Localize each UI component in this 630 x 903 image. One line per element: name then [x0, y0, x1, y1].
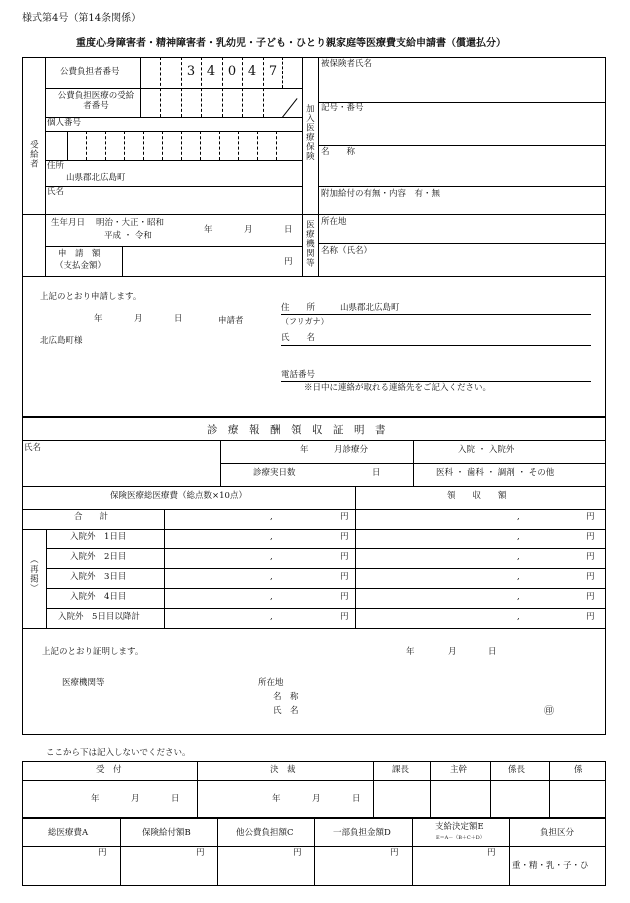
- staff-header: 係: [574, 765, 583, 775]
- amount-yen: 円: [284, 257, 293, 267]
- cert-type-options[interactable]: 医科 ・ 歯科 ・ 調剤 ・ その他: [436, 468, 555, 478]
- row-day4-received-yen: 円: [586, 592, 595, 602]
- institution-label: 医療機関等: [62, 678, 105, 688]
- row-day3-sep: ,: [270, 572, 273, 582]
- medical-location-label: 所在地: [321, 217, 347, 227]
- col-b-yen: 円: [196, 848, 205, 858]
- personal-number-label: 個人番号: [47, 118, 82, 128]
- declaration-month: 月: [134, 314, 143, 324]
- recipient-number-label: 公費負担医療の受給者番号: [57, 91, 135, 111]
- name-label: 氏名: [47, 187, 65, 197]
- row-day2-received-sep: ,: [517, 552, 520, 562]
- furigana-label: （フリガナ）: [281, 317, 329, 326]
- payer-digit-1: 3: [186, 64, 196, 79]
- col-c-yen: 円: [293, 848, 302, 858]
- insurer-name-label: 名 称: [321, 147, 356, 157]
- row-day2-received-yen: 円: [586, 552, 595, 562]
- restated-label: （再掲）: [28, 555, 39, 593]
- col-d-header: 一部負担金額D: [333, 828, 391, 838]
- payer-digit-3: 0: [227, 64, 237, 79]
- row-day4-sep: ,: [270, 592, 273, 602]
- phone-label[interactable]: 電話番号: [281, 370, 316, 380]
- col-a-yen: 円: [98, 848, 107, 858]
- row-day1-received-yen: 円: [586, 532, 595, 542]
- cert-inout-options[interactable]: 入院 ・ 入院外: [458, 445, 515, 455]
- inst-person-label: 氏 名: [273, 706, 299, 716]
- col-e-yen: 円: [487, 848, 496, 858]
- col-e-header: 支給決定額E: [435, 822, 484, 832]
- declaration-day: 日: [174, 314, 183, 324]
- cert-statement: 上記のとおり証明します。: [42, 647, 144, 657]
- payer-digit-5: 7: [268, 64, 278, 79]
- supervisor-header: 主幹: [450, 765, 468, 775]
- medical-section-label: 医療機関等: [304, 220, 315, 268]
- row-total-sep: ,: [270, 512, 273, 522]
- cert-days-label: 診療実日数: [253, 468, 296, 478]
- birth-year: 年: [204, 225, 213, 235]
- seal-mark: ㊞: [544, 706, 554, 717]
- section-chief-header: 課長: [392, 765, 410, 775]
- received-header: 領 収 額: [447, 491, 507, 501]
- reception-month: 月: [131, 794, 140, 804]
- row-day1-sep: ,: [270, 532, 273, 542]
- burden-options[interactable]: 重・精・乳・子・ひ: [512, 861, 589, 871]
- row-day3-yen: 円: [340, 572, 349, 582]
- inst-location-label: 所在地: [258, 678, 284, 688]
- cert-month-label: 年 月診療分: [300, 445, 369, 455]
- insured-name-label: 被保険者氏名: [321, 59, 373, 69]
- row-day1-label: 入院外 1日目: [70, 532, 127, 542]
- row-day1-yen: 円: [340, 532, 349, 542]
- era-options-2[interactable]: 平成 ・ 令和: [104, 231, 152, 241]
- col-e-formula: E＝A－（B＋C＋D）: [436, 835, 485, 841]
- inst-name-label: 名 称: [273, 692, 299, 702]
- decision-month: 月: [312, 794, 321, 804]
- medical-name-label: 名称（氏名）: [321, 246, 373, 256]
- row-day3-received-yen: 円: [586, 572, 595, 582]
- era-options-1[interactable]: 明治・大正・昭和: [96, 218, 165, 228]
- row-day5-yen: 円: [340, 612, 349, 622]
- subsection-chief-header: 係長: [508, 765, 526, 775]
- birth-day: 日: [284, 225, 293, 235]
- certificate-title: 診 療 報 酬 領 収 証 明 書: [207, 424, 386, 436]
- row-total-received-yen: 円: [586, 512, 595, 522]
- declaration-name-label[interactable]: 氏 名: [281, 333, 316, 343]
- col-b-header: 保険給付額B: [142, 828, 191, 838]
- reception-header: 受 付: [96, 765, 122, 775]
- row-day5-received-yen: 円: [586, 612, 595, 622]
- phone-note: ※日中に連絡が取れる連絡先をご記入ください。: [304, 383, 492, 393]
- symbol-number-label: 記号・番号: [321, 103, 364, 113]
- col-a-header: 総医療費A: [48, 828, 89, 838]
- cert-month: 月: [448, 647, 457, 657]
- row-day2-sep: ,: [270, 552, 273, 562]
- insurance-section-label: 加入医療保険: [304, 104, 315, 161]
- decision-header: 決 裁: [270, 765, 296, 775]
- cert-days-unit: 日: [372, 468, 381, 478]
- cert-year: 年: [406, 647, 415, 657]
- address-label: 住所: [47, 161, 65, 171]
- birth-label: 生年月日: [51, 218, 86, 228]
- row-day2-yen: 円: [340, 552, 349, 562]
- reception-day: 日: [171, 794, 180, 804]
- recipient-section-label: 受給者: [28, 140, 39, 169]
- applicant-label: 申請者: [218, 316, 244, 326]
- row-day2-label: 入院外 2日目: [70, 552, 127, 562]
- declaration-statement: 上記のとおり申請します。: [40, 292, 142, 302]
- payer-digit-4: 4: [247, 64, 257, 79]
- decision-day: 日: [352, 794, 361, 804]
- reception-year: 年: [91, 794, 100, 804]
- row-day5-received-sep: ,: [517, 612, 520, 622]
- decision-year: 年: [272, 794, 281, 804]
- col-d-yen: 円: [390, 848, 399, 858]
- row-day5-sep: ,: [270, 612, 273, 622]
- amount-sublabel: （支払金額）: [55, 261, 107, 271]
- row-total-yen: 円: [340, 512, 349, 522]
- row-day4-label: 入院外 4日目: [70, 592, 127, 602]
- office-notice: ここから下は記入しないでください。: [46, 748, 191, 758]
- birth-month: 月: [244, 225, 253, 235]
- declaration-address-value[interactable]: 山県郡北広島町: [340, 303, 400, 313]
- address-value[interactable]: 山県郡北広島町: [66, 173, 126, 183]
- addressee: 北広島町様: [40, 336, 83, 346]
- declaration-year: 年: [94, 314, 103, 324]
- row-day3-received-sep: ,: [517, 572, 520, 582]
- row-day4-received-sep: ,: [517, 592, 520, 602]
- form-title: 重度心身障害者・精神障害者・乳幼児・子ども・ひとり親家庭等医療費支給申請書（償還払分）: [76, 38, 506, 49]
- declaration-address-label: 住 所: [281, 303, 316, 313]
- total-fee-header: 保険医療総医療費（総点数×10点）: [110, 491, 247, 501]
- row-day5-label: 入院外 5日目以降計: [58, 612, 140, 622]
- cert-day: 日: [488, 647, 497, 657]
- col-f-header: 負担区分: [540, 828, 575, 838]
- amount-label: 申 請 額: [58, 249, 101, 259]
- payer-digit-2: 4: [206, 64, 216, 79]
- form-number: 様式第4号（第14条関係）: [22, 13, 142, 24]
- col-c-header: 他公費負担額C: [236, 828, 294, 838]
- extra-benefit-label[interactable]: 附加給付の有無・内容 有・無: [321, 189, 441, 199]
- row-total-received-sep: ,: [517, 512, 520, 522]
- row-day4-yen: 円: [340, 592, 349, 602]
- row-total-label: 合 計: [74, 512, 109, 522]
- public-payer-label: 公費負担者番号: [60, 67, 120, 77]
- cert-name-label: 氏名: [24, 443, 42, 453]
- row-day3-label: 入院外 3日目: [70, 572, 127, 582]
- row-day1-received-sep: ,: [517, 532, 520, 542]
